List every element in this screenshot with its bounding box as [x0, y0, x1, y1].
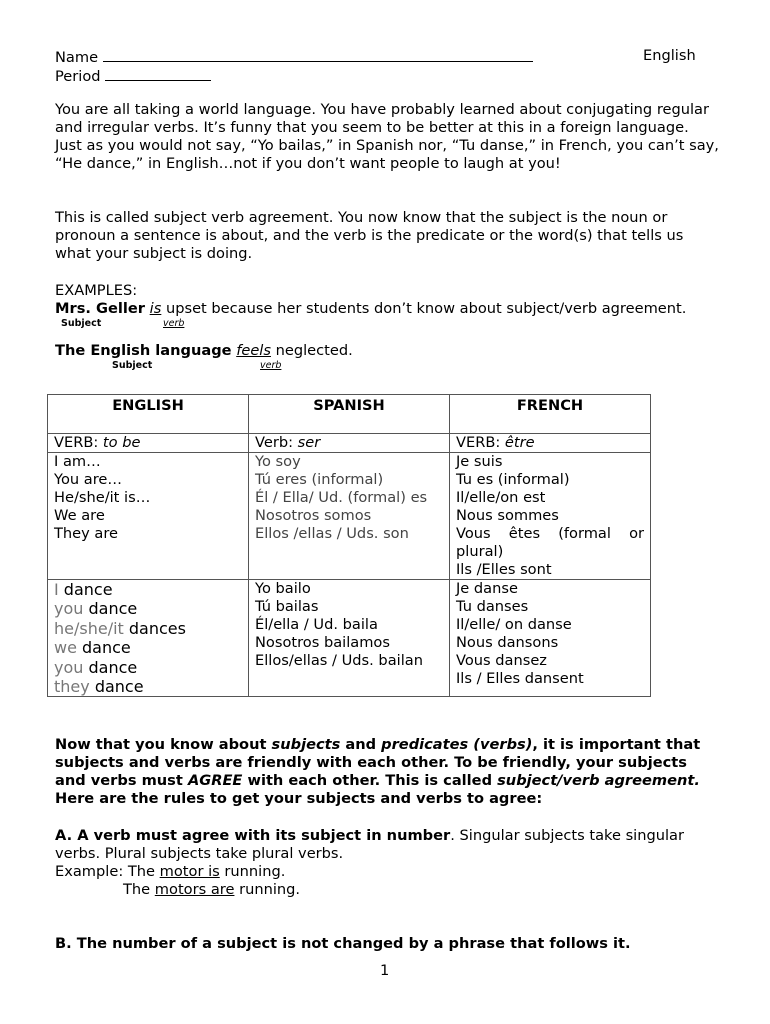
- spanish-verb-cell: [249, 434, 450, 453]
- pronoun: I: [54, 580, 59, 599]
- table-header-row: [48, 395, 651, 434]
- period-label: Period: [55, 68, 101, 85]
- french-verb-label: VERB:: [456, 434, 505, 451]
- tobe-row: [48, 453, 651, 580]
- example-1-verb-tag: verb: [163, 318, 185, 329]
- example-underlined: motors are: [154, 881, 235, 898]
- rules-text-subjects: subjects: [271, 736, 341, 753]
- list-item: Yo bailo: [255, 580, 311, 597]
- intro-text-2: This is called subject verb agreement. You now know that the subject is the noun or pronoun a sentence is about, and the verb is the predicate or the word(s) that tells us what your subject is doing.: [55, 209, 684, 262]
- example-2-verb: feels: [236, 342, 271, 359]
- header-english: ENGLISH: [48, 395, 249, 434]
- verb: dance: [76, 638, 131, 658]
- list-item: Ellos/ellas / Uds. bailan: [255, 652, 423, 669]
- rule-a-example-1: [55, 863, 285, 881]
- rules-text-part: with each other. This is called: [242, 772, 498, 789]
- pronoun: he/she/it: [54, 618, 124, 638]
- list-item: Él/ella / Ud. baila: [255, 616, 378, 633]
- list-item: [54, 638, 242, 657]
- verb-row: [48, 434, 651, 453]
- spanish-verb: ser: [297, 434, 321, 451]
- example-2-verb-tag: verb: [260, 360, 282, 371]
- example-start: The: [123, 881, 155, 898]
- period-blank[interactable]: [105, 66, 211, 81]
- list-item: [54, 677, 242, 696]
- header-spanish: SPANISH: [249, 395, 450, 434]
- list-item: I am…: [54, 453, 101, 470]
- example-end: running.: [234, 881, 301, 898]
- list-item: Je suis: [456, 453, 503, 470]
- rule-a-example-2: [123, 881, 300, 899]
- rule-a-description: . Singular subjects take singular verbs. Plural subjects take plural verbs.: [55, 827, 684, 862]
- list-item: Il/elle/ on danse: [456, 616, 572, 633]
- rule-b: [55, 935, 631, 953]
- example-underlined: motor is: [159, 863, 220, 880]
- verb: dance: [89, 677, 144, 697]
- list-item: [54, 658, 242, 677]
- example-1-subject-tag: Subject: [61, 318, 102, 329]
- example-2-subject-tag: Subject: [112, 360, 153, 371]
- list-item: Tu danses: [456, 598, 529, 615]
- examples-heading: EXAMPLES:: [55, 282, 138, 299]
- intro-paragraph-1: [55, 101, 720, 173]
- french-dance-cell: [450, 580, 651, 697]
- header-french: FRENCH: [450, 395, 651, 434]
- list-item: Tu es (informal): [456, 471, 570, 488]
- list-item: Nous sommes: [456, 507, 559, 524]
- verb: dances: [123, 618, 186, 638]
- conjugation-table: [47, 394, 651, 697]
- rule-a-letter: A.: [55, 827, 73, 844]
- list-item: Ellos /ellas / Uds. son: [255, 525, 409, 542]
- list-item: Vous dansez: [456, 652, 547, 669]
- example-label: Example: The: [55, 863, 160, 880]
- french-verb-cell: [450, 434, 651, 453]
- rule-b-text: . The number of a subject is not changed by a phrase that follows it.: [66, 935, 631, 952]
- dance-row: [48, 580, 651, 697]
- example-end: running.: [219, 863, 286, 880]
- pronoun: we: [54, 638, 77, 658]
- rules-text-sva: subject/verb agreement.: [497, 772, 700, 789]
- english-verb-label: VERB:: [54, 434, 103, 451]
- list-item: Il/elle/on est: [456, 489, 546, 506]
- list-item: You are…: [54, 471, 122, 488]
- example-2-rest: neglected.: [270, 342, 353, 359]
- verb: dance: [58, 580, 113, 599]
- list-item: Yo soy: [255, 453, 301, 470]
- french-tobe-cell: [450, 453, 651, 580]
- rule-b-letter: B: [55, 935, 67, 952]
- spanish-dance-cell: [249, 580, 450, 697]
- french-verb: être: [504, 434, 535, 451]
- english-verb-cell: [48, 434, 249, 453]
- pronoun: you: [54, 599, 84, 619]
- english-dance-cell: [48, 580, 249, 697]
- list-item: Tú eres (informal): [255, 471, 384, 488]
- intro-paragraph-2: [55, 209, 720, 263]
- rules-text-agree: AGREE: [187, 772, 243, 789]
- example-sentence-1: [55, 300, 686, 318]
- period-field: [55, 66, 211, 86]
- list-item: [54, 619, 242, 638]
- list-item: Tú bailas: [255, 598, 319, 615]
- name-label: Name: [55, 49, 99, 66]
- list-item: Él / Ella/ Ud. (formal) es: [255, 489, 428, 506]
- subject-label: English: [643, 47, 696, 64]
- name-blank[interactable]: [103, 47, 533, 62]
- rule-a-text: [55, 827, 725, 863]
- list-item: Nous dansons: [456, 634, 559, 651]
- list-item: [54, 599, 242, 618]
- list-item: Je danse: [456, 580, 518, 597]
- pronoun: they: [54, 677, 90, 697]
- rules-intro-text: [55, 736, 720, 808]
- list-item: Nosotros somos: [255, 507, 372, 524]
- list-item: Ils / Elles dansent: [456, 670, 584, 687]
- rules-text-part: and: [340, 736, 382, 753]
- rules-text-part: Here are the rules to get your subjects and verbs to agree:: [55, 790, 543, 807]
- list-item: They are: [54, 525, 119, 542]
- example-sentence-2: [55, 342, 353, 360]
- rules-text-part: Now that you know about: [55, 736, 272, 753]
- rule-a: [55, 827, 725, 863]
- example-1-verb: is: [149, 300, 162, 317]
- verb: dance: [83, 599, 138, 619]
- spanish-tobe-cell: [249, 453, 450, 580]
- example-1-subject: Mrs. Geller: [55, 300, 146, 317]
- list-item: He/she/it is…: [54, 489, 151, 506]
- example-1-rest: upset because her students don’t know about subject/verb agreement.: [161, 300, 687, 317]
- pronoun: you: [54, 657, 84, 677]
- list-item: Nosotros bailamos: [255, 634, 390, 651]
- rule-a-heading: A verb must agree with its subject in number: [72, 827, 451, 844]
- name-field: [55, 47, 533, 67]
- page-number: 1: [380, 962, 390, 979]
- list-item: [54, 580, 242, 599]
- list-item: Ils /Elles sont: [456, 561, 552, 578]
- list-item: Vous êtes (formal or plural): [456, 525, 644, 560]
- rules-text-part: , it is important that subjects and verbs are friendly with each other. To be friendly, your subjects and verbs must: [55, 736, 701, 789]
- verb: dance: [83, 657, 138, 677]
- example-2-subject: The English language: [55, 342, 232, 359]
- english-tobe-cell: [48, 453, 249, 580]
- rules-intro: [55, 736, 720, 808]
- list-item: We are: [54, 507, 105, 524]
- spanish-verb-label: Verb:: [255, 434, 298, 451]
- rules-text-predicates: predicates (verbs): [381, 736, 533, 753]
- english-verb: to be: [102, 434, 141, 451]
- intro-text-1: You are all taking a world language. You have probably learned about conjugating regular and irregular verbs. It’s funny that you seem to be better at this in a foreign language. Just as you would not say, “Yo bailas,” in Spanish nor, “Tu danse,” in French, you can’t say, “He dance,” in English…not if you don’t want people to laugh at you!: [55, 101, 719, 172]
